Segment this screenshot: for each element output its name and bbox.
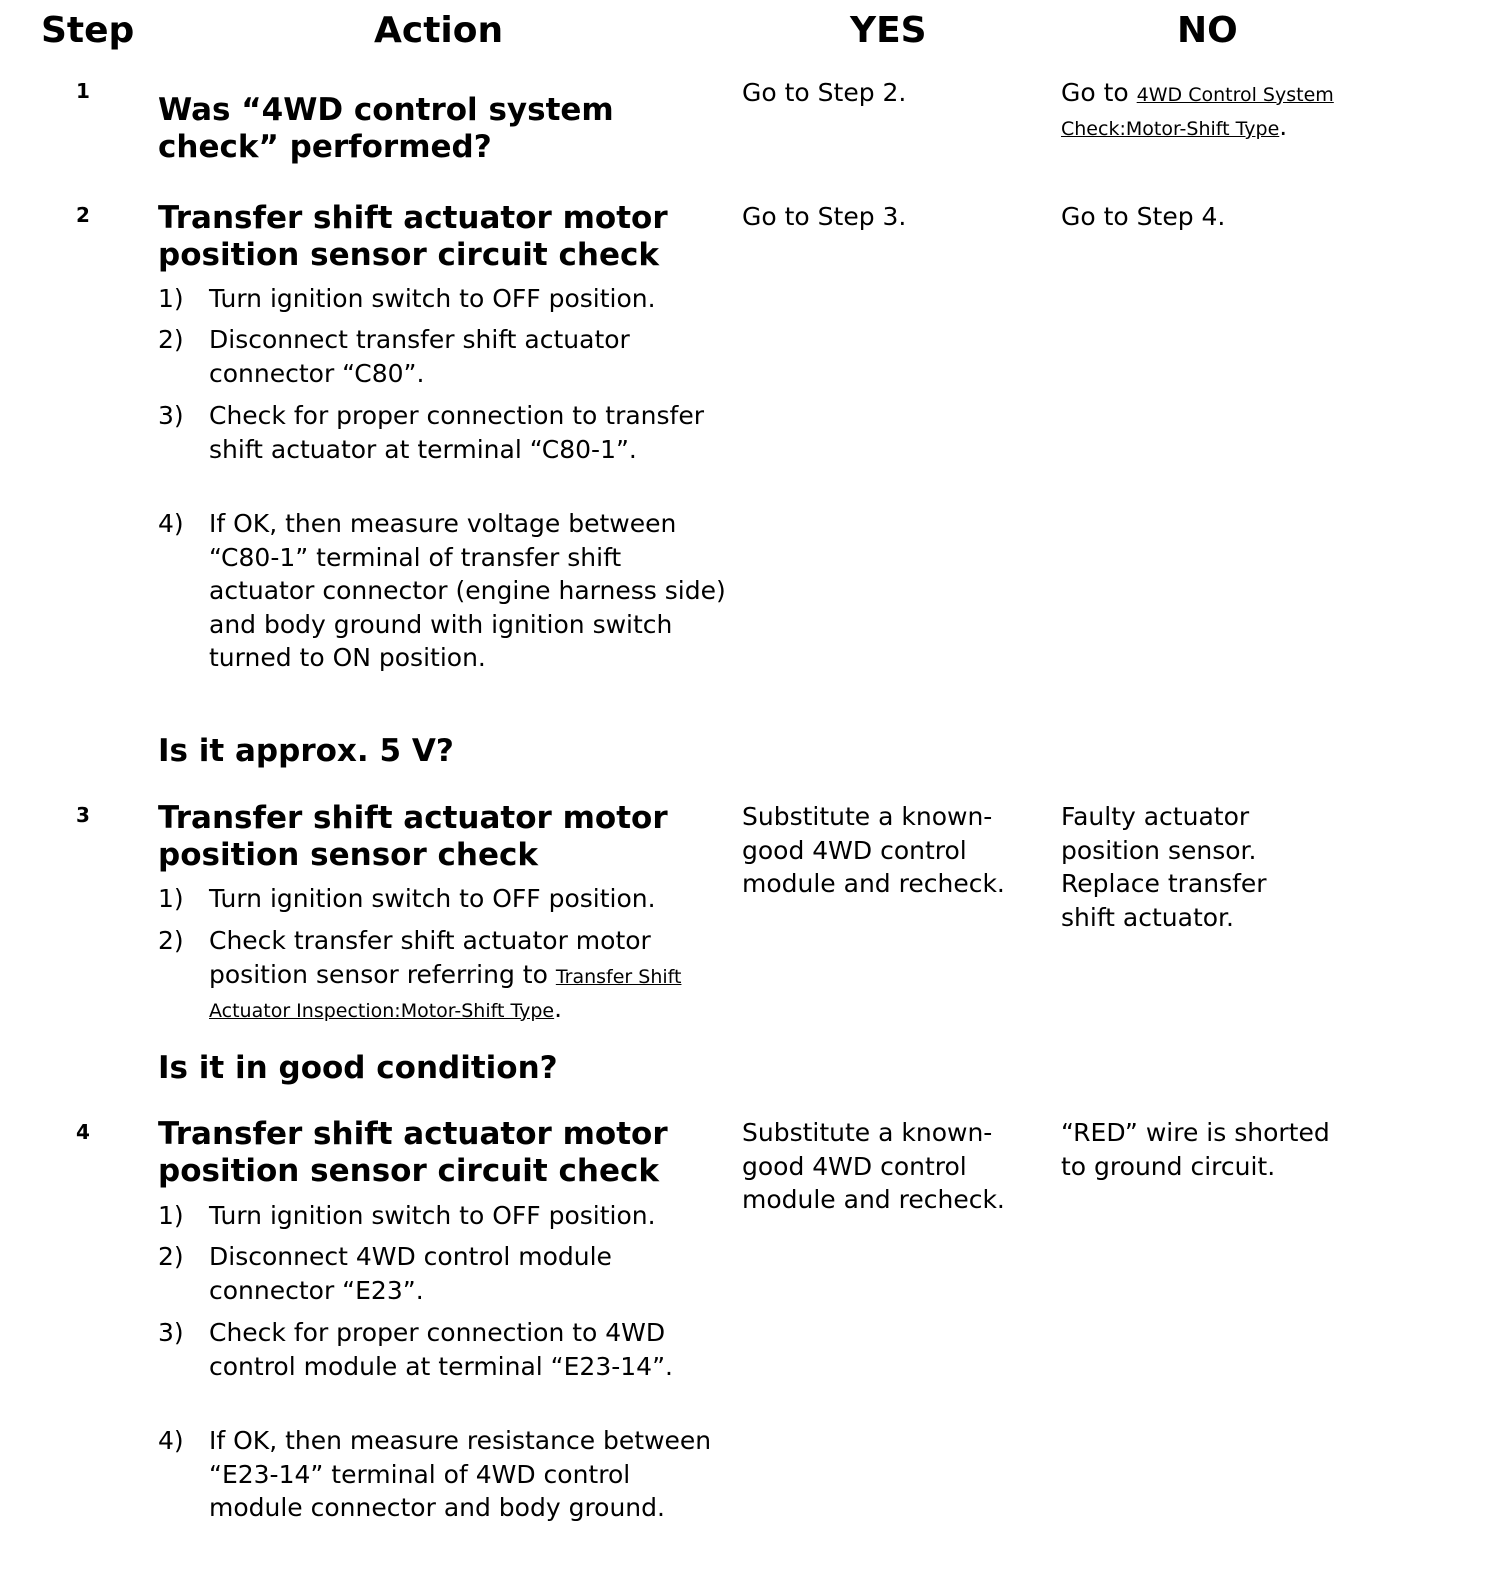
substep-number: 4) — [158, 1426, 184, 1455]
substep — [158, 282, 728, 316]
no-suffix: . — [1279, 112, 1288, 141]
substep — [158, 507, 728, 675]
header-step: Step — [41, 10, 135, 51]
yes-cell: Go to Step 2. — [742, 78, 907, 107]
substep-text: Check for proper connection to transfer shift actuator at terminal “C80-1”. — [209, 401, 705, 464]
yes-cell: Go to Step 3. — [742, 202, 907, 231]
substep-number: 1) — [158, 284, 184, 313]
substep-number: 2) — [158, 325, 184, 354]
substep — [158, 323, 728, 390]
step-question: Was “4WD control system check” performed? — [158, 92, 614, 165]
substep-text-suffix: . — [554, 993, 563, 1023]
no-cell: Go to Step 4. — [1061, 202, 1226, 231]
substep-number: 2) — [158, 926, 184, 955]
step-title: Transfer shift actuator motor position sensor circuit check — [158, 1116, 668, 1189]
link-transfer-shift-actuator-inspection[interactable]: Transfer Shift Actuator Inspection:Motor-Shift Type — [209, 965, 682, 1022]
step-number: 3 — [76, 803, 90, 827]
substep-text: Turn ignition switch to OFF position. — [209, 1201, 656, 1230]
substep-text: Turn ignition switch to OFF position. — [209, 284, 656, 313]
step-question: Is it in good condition? — [158, 1050, 558, 1086]
no-cell — [1061, 76, 1351, 144]
step-number: 2 — [76, 203, 90, 227]
step-number: 1 — [76, 79, 90, 103]
substep — [158, 882, 728, 916]
substep-text: Turn ignition switch to OFF position. — [209, 884, 656, 913]
substep — [158, 1424, 728, 1525]
substep-text: Disconnect transfer shift actuator connector “C80”. — [209, 325, 630, 388]
substep-text-prefix: Check transfer shift actuator motor position sensor referring to — [209, 926, 651, 989]
substep-number: 1) — [158, 1201, 184, 1230]
header-no: NO — [1177, 10, 1238, 51]
substep — [158, 399, 728, 466]
step-number: 4 — [76, 1120, 90, 1144]
step-title: Transfer shift actuator motor position sensor check — [158, 800, 668, 873]
no-text: Go to — [1061, 78, 1137, 107]
substep — [158, 924, 728, 1026]
substep-number: 4) — [158, 509, 184, 538]
step-title: Transfer shift actuator motor position sensor circuit check — [158, 200, 668, 273]
header-action: Action — [374, 10, 504, 51]
substep — [158, 1316, 728, 1383]
substep-number: 1) — [158, 884, 184, 913]
substep — [158, 1240, 728, 1307]
no-cell: “RED” wire is shorted to ground circuit. — [1061, 1118, 1330, 1181]
substep-text: Disconnect 4WD control module connector “E23”. — [209, 1242, 612, 1305]
yes-cell: Substitute a known-good 4WD control module and recheck. — [742, 1118, 1005, 1214]
substep-text: If OK, then measure resistance between “E23-14” terminal of 4WD control module connector and body ground. — [209, 1426, 712, 1522]
substep — [158, 1199, 728, 1233]
substep-number: 2) — [158, 1242, 184, 1271]
substep-number: 3) — [158, 1318, 184, 1347]
no-cell: Faulty actuator position sensor. Replace transfer shift actuator. — [1061, 802, 1267, 932]
yes-cell: Substitute a known-good 4WD control module and recheck. — [742, 802, 1005, 898]
substep-text: If OK, then measure voltage between “C80-1” terminal of transfer shift actuator connector (engine harness side) and body ground with ignition switch turned to ON position. — [209, 509, 726, 672]
header-yes: YES — [850, 10, 927, 51]
link-4wd-control-system-check[interactable]: 4WD Control System Check:Motor-Shift Type — [1061, 84, 1334, 140]
substep-text: Check for proper connection to 4WD control module at terminal “E23-14”. — [209, 1318, 673, 1381]
substep-number: 3) — [158, 401, 184, 430]
substep-text — [209, 924, 728, 1026]
step-question: Is it approx. 5 V? — [158, 733, 454, 769]
